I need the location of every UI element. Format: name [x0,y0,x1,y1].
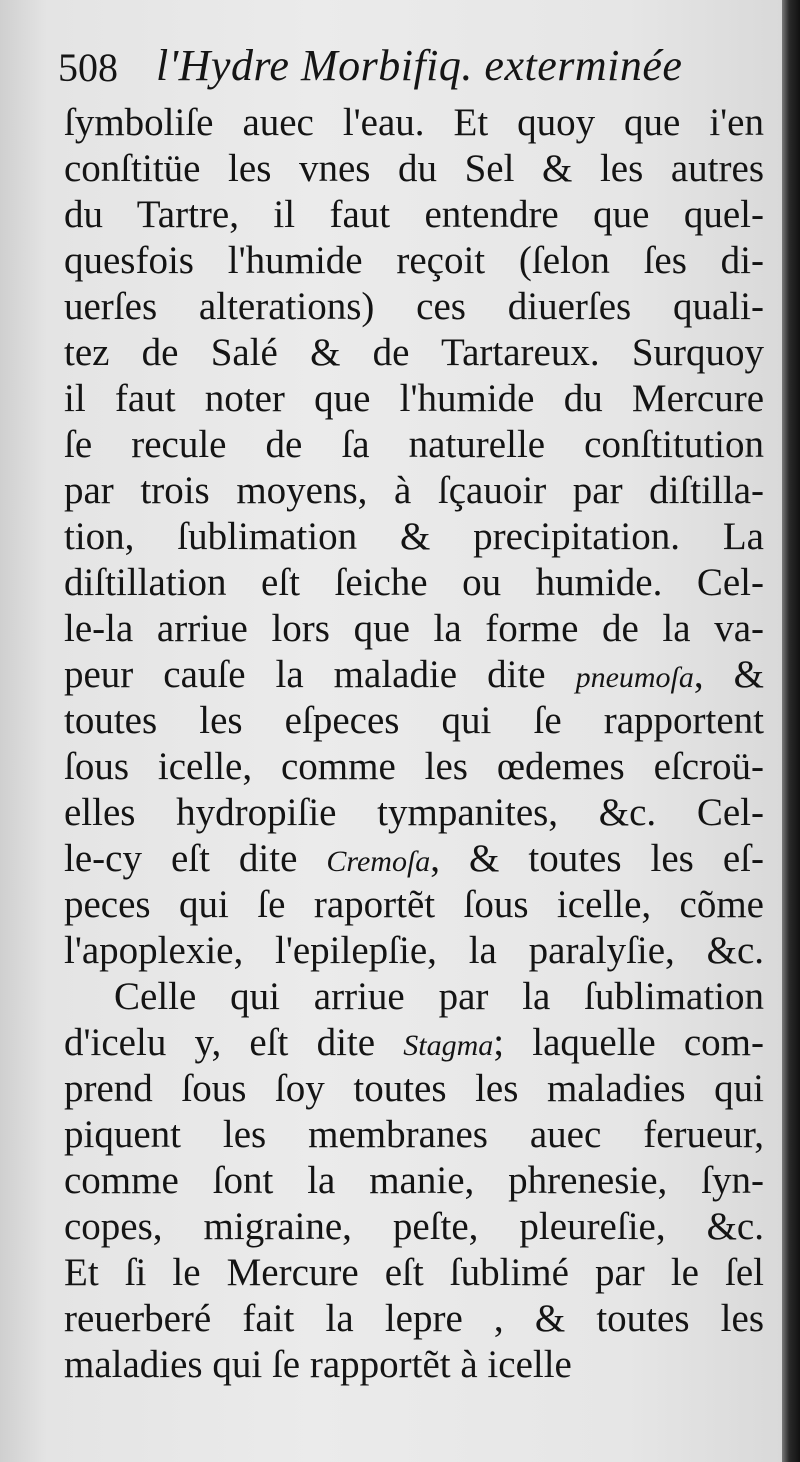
running-title: l'Hydre Morbifiq. exterminée [156,41,683,90]
text-line-post: , & [693,653,764,696]
text-line: tion, ſublimation & precipitation. La [64,515,764,558]
page-number: 508 [58,45,118,90]
text-line: ſymboliſe auec l'eau. Et quoy que i'en [64,101,764,144]
text-line: peces qui ſe raportẽt ſous icelle, cõme [64,883,764,926]
text-line: piquent les membranes auec ferueur, [64,1113,764,1156]
text-line: du Tartre, il faut entendre que quel- [64,193,764,236]
text-line: Celle qui arriue par la ſublimation [114,975,764,1018]
text-line-post: ; laquelle com- [493,1021,764,1064]
text-line [64,836,764,882]
text-line: prend ſous ſoy toutes les maladies qui [64,1067,764,1110]
text-line: copes, migraine, peſte, pleureſie, &c. [64,1205,764,1248]
text-line [64,1020,764,1066]
text-line: uerſes alterations) ces diuerſes quali- [64,285,764,328]
text-line: toutes les eſpeces qui ſe rapportent [64,699,764,742]
text-line: ſe recule de ſa naturelle conſtitution [64,423,764,466]
text-line: diſtillation eſt ſeiche ou humide. Cel- [64,561,764,604]
italic-term: pneumoſa [575,661,694,694]
text-line: ſous icelle, comme les œdemes eſcroü- [64,745,764,788]
text-line: Et ſi le Mercure eſt ſublimé par le ſel [64,1251,764,1294]
text-line [64,652,764,698]
italic-term: Cremoſa [326,845,431,878]
text-line: maladies qui ſe rapportẽt à icelle [64,1343,572,1386]
text-line: il faut noter que l'humide du Mercure [64,377,764,420]
body-text [64,100,764,1388]
text-line: reuerberé fait la lepre , & toutes les [64,1297,764,1340]
text-line: par trois moyens, à ſçauoir par diſtilla- [64,469,764,512]
text-line: comme ſont la manie, phrenesie, ſyn- [64,1159,764,1202]
text-line: l'apoplexie, l'epilepſie, la paralyſie, &c. [64,929,764,972]
page-edge-shadow [782,0,800,1462]
italic-term: Stagma [403,1029,494,1062]
text-line-pre: le-cy eſt dite [64,837,327,880]
page-header [58,40,763,100]
text-line: conſtitüe les vnes du Sel & les autres [64,147,764,190]
text-line: tez de Salé & de Tartareux. Surquoy [64,331,764,374]
text-line-pre: peur cauſe la maladie dite [64,653,576,696]
text-line: quesfois l'humide reçoit (ſelon ſes di- [64,239,764,282]
text-line-pre: d'icelu y, eſt dite [64,1021,404,1064]
text-line-post: , & toutes les eſ- [430,837,764,880]
text-line: elles hydropiſie tympanites, &c. Cel- [64,791,764,834]
text-line: le-la arriue lors que la forme de la va- [64,607,764,650]
